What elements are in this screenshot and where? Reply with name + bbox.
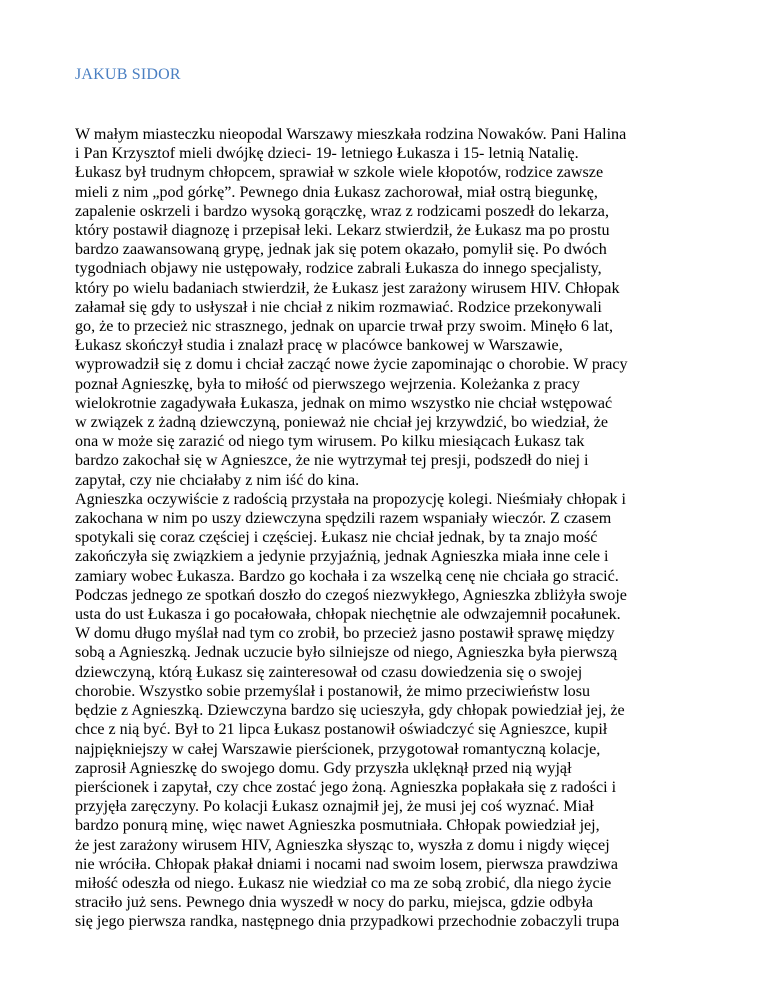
text-line: Podczas jednego ze spotkań doszło do czegoś niezwykłego, Agnieszka zbliżyła swoje [75,586,627,604]
text-line: i Pan Krzysztof mieli dwójkę dzieci- 19- letniego Łukasza i 15- letnią Natalię. [75,145,579,163]
text-line: straciło już sens. Pewnego dnia wyszedł w nocy do parku, miejsca, gdzie odbyła [75,894,593,912]
text-line: chce z nią być. Był to 21 lipca Łukasz postanowił oświadczyć się Agnieszce, kupił [75,721,608,739]
text-line: sobą a Agnieszką. Jednak uczucie było silniejsze od niego, Agnieszka była pierwszą [75,644,618,662]
text-line: bardzo zaawansowaną grypę, jednak jak się potem okazało, pomylił się. Po dwóch [75,241,607,259]
story-text [75,125,725,932]
text-line: Agnieszka oczywiście z radością przystała na propozycję kolegi. Nieśmiały chłopak i [75,490,627,508]
text-line: miłość odeszła od niego. Łukasz nie wiedział co ma ze sobą zrobić, dla niego życie [75,874,612,892]
text-line: załamał się gdy to usłyszał i nie chciał z nikim rozmawiać. Rodzice przekonywali [75,298,602,316]
text-line: zamiary wobec Łukasza. Bardzo go kochała i za wszelką cenę nie chciała go stracić. [75,567,619,585]
text-line: Łukasz był trudnym chłopcem, sprawiał w szkole wiele kłopotów, rodzice zawsze [75,164,604,182]
text-line: najpiękniejszy w całej Warszawie pierścionek, przygotował romantyczną kolacje, [75,740,601,758]
text-line: nie wróciła. Chłopak płakał dniami i nocami nad swoim losem, pierwsza prawdziwa [75,855,619,873]
text-line: wyprowadził się z domu i chciał zacząć nowe życie zapominając o chorobie. W pracy [75,356,628,374]
text-line: bardzo zakochał się w Agnieszce, że nie wytrzymał tej presji, podszedł do niej i [75,452,589,470]
text-line: który po wielu badaniach stwierdził, że Łukasz jest zarażony wirusem HIV. Chłopak [75,279,620,297]
text-line: Łukasz skończył studia i znalazł pracę w placówce bankowej w Warszawie, [75,337,563,355]
text-line: zakończyła się związkiem a jedynie przyjaźnią, jednak Agnieszka miała inne cele i [75,548,609,566]
text-line: który postawił diagnozę i przepisał leki. Lekarz stwierdził, że Łukasz ma po prostu [75,222,610,240]
text-line: przyjęła zaręczyny. Po kolacji Łukasz oznajmił jej, że musi jej coś wyznać. Miał [75,798,594,816]
text-line: chorobie. Wszystko sobie przemyślał i postanowił, że mimo przeciwieństw losu [75,682,591,700]
text-line: zapalenie oskrzeli i bardzo wysoką gorączkę, wraz z rodzicami poszedł do lekarza, [75,202,609,220]
text-line: go, że to przecież nic strasznego, jednak on uparcie trwał przy swoim. Minęło 6 lat, [75,318,614,336]
author-name: JAKUB SIDOR [75,66,181,83]
text-line: zapytał, czy nie chciałaby z nim iść do kina. [75,471,360,489]
text-line: usta do ust Łukasza i go pocałowała, chłopak niechętnie ale odwzajemnił pocałunek. [75,606,621,624]
text-line: że jest zarażony wirusem HIV, Agnieszka słysząc to, wyszła z domu i nigdy więcej [75,836,610,854]
text-line: mieli z nim „pod górkę”. Pewnego dnia Łukasz zachorował, miał ostrą biegunkę, [75,183,598,201]
text-line: się jego pierwsza randka, następnego dnia przypadkowi przechodnie zobaczyli trupa [75,913,620,931]
text-line: dziewczyną, którą Łukasz się zainteresował od czasu dowiedzenia się o swojej [75,663,583,681]
text-line: zaprosił Agnieszkę do swojego domu. Gdy przyszła uklęknął przed nią wyjął [75,759,572,777]
text-line: pierścionek i zapytał, czy chce zostać jego żoną. Agnieszka popłakała się z radości i [75,778,617,796]
text-line: W małym miasteczku nieopodal Warszawy mieszkała rodzina Nowaków. Pani Halina [75,126,627,143]
text-line: zakochana w nim po uszy dziewczyna spędzili razem wspaniały wieczór. Z czasem [75,510,612,528]
text-line: w związek z żadną dziewczyną, ponieważ nie chciał jej krzywdzić, bo wiedział, że [75,414,609,432]
text-line: W domu długo myślał nad tym co zrobił, bo przecież jasno postawił sprawę między [75,625,615,643]
text-line: ona w może się zarazić od niego tym wirusem. Po kilku miesiącach Łukasz tak [75,433,585,451]
text-line: wielokrotnie zagadywała Łukasza, jednak on mimo wszystko nie chciał wstępować [75,394,613,412]
text-line: tygodniach objawy nie ustępowały, rodzice zabrali Łukasza do innego specjalisty, [75,260,602,278]
text-line: poznał Agnieszkę, była to miłość od pierwszego wejrzenia. Koleżanka z pracy [75,375,580,393]
text-line: bardzo ponurą minę, więc nawet Agnieszka posmutniała. Chłopak powiedział jej, [75,817,600,835]
text-line: będzie z Agnieszką. Dziewczyna bardzo się ucieszyła, gdy chłopak powiedział jej, że [75,702,625,720]
text-line: spotykali się coraz częściej i częściej. Łukasz nie chciał jednak, by ta znajo mość [75,529,598,547]
